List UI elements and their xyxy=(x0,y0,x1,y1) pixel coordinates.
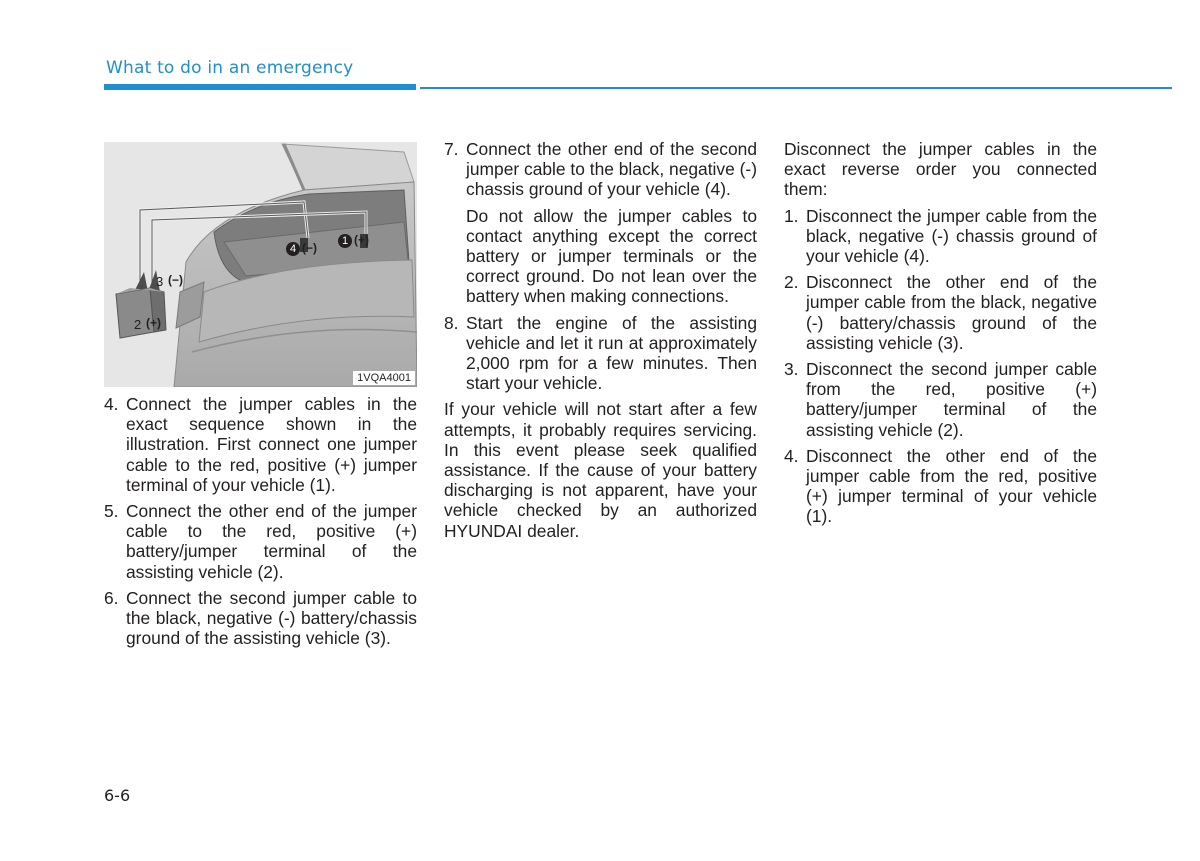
list-number: 3. xyxy=(784,359,799,380)
page-number: 6-6 xyxy=(104,786,131,805)
callout-2-sign: (+) xyxy=(146,316,161,330)
list-item xyxy=(784,272,1097,353)
list-text: Connect the other end of the jumper cable to the red, positive (+) battery/jumper terminal of the assisting vehicle (2). xyxy=(126,501,417,582)
callout-2-label: 2 xyxy=(134,317,142,332)
list-item xyxy=(784,446,1097,527)
callout-3-sign: (−) xyxy=(168,273,183,287)
caution-note: Do not allow the jumper cables to contact anything except the correct battery or jumper terminals or the correct ground. Do not lean over the battery when making connections. xyxy=(466,205,757,307)
list-text: Disconnect the second jumper cable from the red, positive (+) battery/jumper terminal of the assisting vehicle (2). xyxy=(806,359,1097,440)
list-number: 6. xyxy=(104,587,119,608)
jump-start-illustration xyxy=(104,142,417,387)
callout-4-sign: (−) xyxy=(302,241,317,255)
list-text: Disconnect the jumper cable from the black, negative (-) chassis ground of your vehicle (4). xyxy=(806,205,1097,267)
figure-code: 1VQA4001 xyxy=(353,371,415,385)
list-item xyxy=(104,501,417,582)
section-header-title: What to do in an emergency xyxy=(106,58,354,78)
callout-1-marker: 1 xyxy=(338,234,352,248)
list-number: 7. xyxy=(444,139,459,159)
callout-4-marker: 4 xyxy=(286,242,300,256)
intro-paragraph: Disconnect the jumper cables in the exact reverse order you connected them: xyxy=(784,139,1097,200)
list-number: 2. xyxy=(784,272,799,293)
list-item xyxy=(104,588,417,649)
callout-1-sign: (+) xyxy=(354,233,369,247)
list-text: Disconnect the other end of the jumper cable from the red, positive (+) jumper terminal of your vehicle (1). xyxy=(806,445,1097,527)
list-number: 1. xyxy=(784,205,799,226)
column-left xyxy=(104,394,417,654)
list-text: Disconnect the other end of the jumper cable from the black, negative (-) battery/chassis ground of the assisting vehicle (3). xyxy=(806,272,1097,353)
column-right xyxy=(784,139,1097,533)
list-text: Connect the jumper cables in the exact sequence shown in the illustration. First connect one jumper cable to the red, positive (+) jumper terminal of your vehicle (1). xyxy=(126,394,417,495)
list-number: 5. xyxy=(104,501,119,522)
list-text: Connect the other end of the second jumper cable to the black, negative (-) chassis ground of your vehicle (4). xyxy=(466,139,757,200)
list-item xyxy=(444,139,757,200)
list-item xyxy=(104,394,417,495)
body-paragraph: If your vehicle will not start after a few attempts, it probably requires servicing. In this event please seek qualified assistance. If the cause of your battery discharging is not apparent, have your vehicle checked by an authorized HYUNDAI dealer. xyxy=(444,399,757,541)
list-number: 4. xyxy=(784,445,799,466)
list-item xyxy=(784,206,1097,267)
list-number: 4. xyxy=(104,394,119,414)
list-number: 8. xyxy=(444,312,459,333)
list-item xyxy=(784,359,1097,440)
header-rule-thick xyxy=(104,84,416,90)
callout-3-label: 3 xyxy=(156,274,164,289)
column-middle xyxy=(444,139,757,547)
list-item xyxy=(444,313,757,394)
list-text: Connect the second jumper cable to the black, negative (-) battery/chassis ground of the assisting vehicle (3). xyxy=(126,587,417,649)
list-text: Start the engine of the assisting vehicle and let it run at approximately 2,000 rpm for a few minutes. Then start your vehicle. xyxy=(466,312,757,394)
trunk-battery-drawing xyxy=(104,142,417,387)
header-rule-thin xyxy=(420,87,1172,89)
